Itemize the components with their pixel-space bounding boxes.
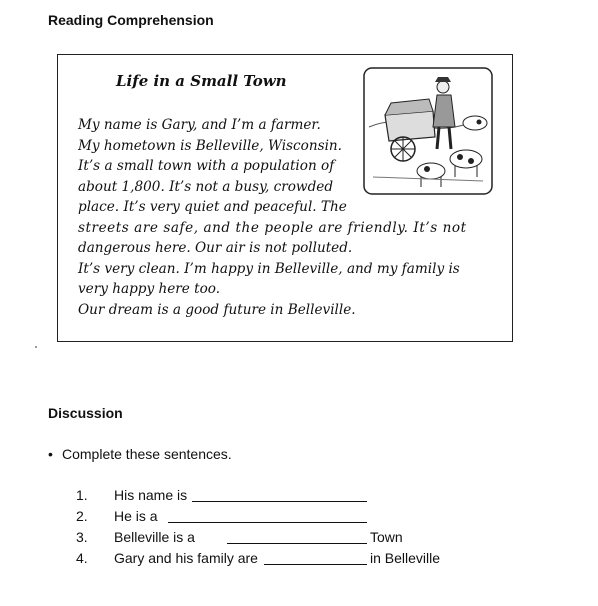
reading-comprehension-heading: Reading Comprehension bbox=[48, 12, 214, 28]
story-line: place. It’s very quiet and peaceful. The bbox=[78, 199, 347, 215]
discussion-heading: Discussion bbox=[48, 405, 123, 421]
story-title: Life in a Small Town bbox=[116, 72, 287, 90]
question-number: 4. bbox=[76, 550, 88, 566]
story-line: very happy here too. bbox=[78, 281, 221, 297]
instruction-text: Complete these sentences. bbox=[62, 446, 232, 462]
bullet-icon: • bbox=[48, 446, 53, 462]
question-text: He is a bbox=[114, 508, 158, 524]
story-line: streets are safe, and the people are friendly. It’s not bbox=[78, 220, 467, 236]
stray-mark bbox=[35, 346, 37, 348]
story-line: My name is Gary, and I’m a farmer. bbox=[78, 117, 321, 133]
question-suffix: Town bbox=[370, 529, 403, 545]
question-number: 2. bbox=[76, 508, 88, 524]
story-box bbox=[57, 54, 513, 342]
question-suffix: in Belleville bbox=[370, 550, 441, 566]
instruction-row bbox=[48, 446, 232, 462]
answer-blank[interactable] bbox=[264, 550, 367, 565]
story-line: It’s a small town with a population of bbox=[78, 158, 335, 174]
story-line: Our dream is a good future in Belleville. bbox=[78, 302, 356, 318]
question-number: 1. bbox=[76, 487, 88, 503]
answer-blank[interactable] bbox=[227, 529, 367, 544]
story-line: My hometown is Belleville, Wisconsin. bbox=[78, 138, 342, 154]
farmer-with-cart-and-cows-illustration bbox=[363, 67, 493, 195]
answer-blank[interactable] bbox=[192, 487, 367, 502]
story-line: It’s very clean. I’m happy in Belleville, and my family is bbox=[78, 261, 460, 277]
question-text: Belleville is a bbox=[114, 529, 195, 545]
story-line: about 1,800. It’s not a busy, crowded bbox=[78, 179, 334, 195]
question-text: His name is bbox=[114, 487, 188, 503]
answer-blank[interactable] bbox=[168, 508, 367, 523]
story-line: dangerous here. Our air is not polluted. bbox=[78, 240, 353, 256]
question-number: 3. bbox=[76, 529, 88, 545]
question-text: Gary and his family are bbox=[114, 550, 258, 566]
